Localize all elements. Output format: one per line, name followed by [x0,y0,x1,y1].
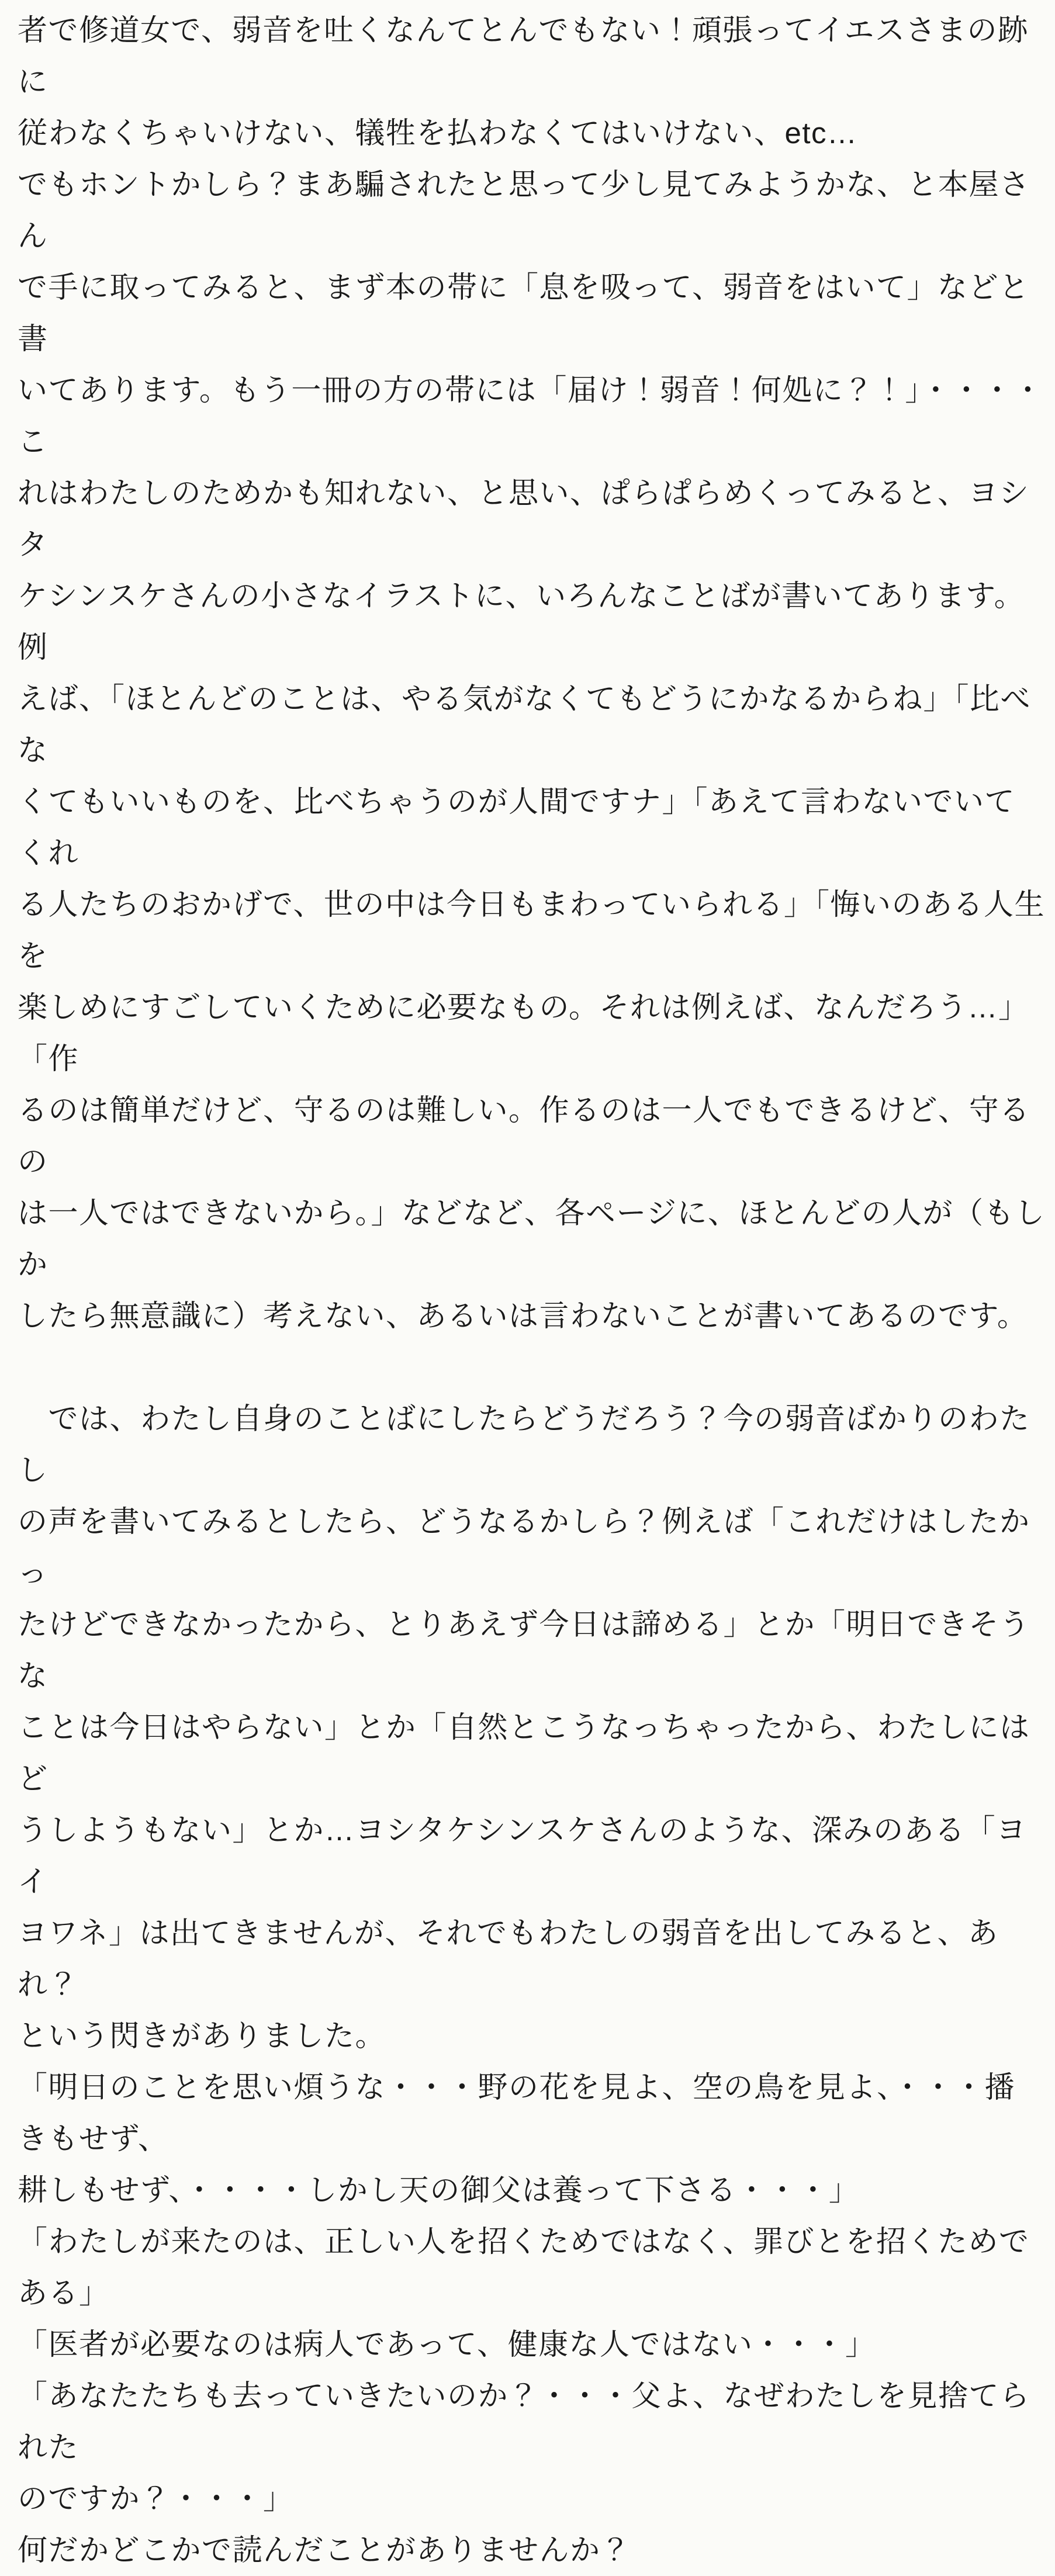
text-line: いてあります。もう一冊の方の帯には「届け！弱音！何処に？！」・・・・こ [18,373,1044,458]
text-line: る人たちのおかげで、世の中は今日もまわっていられる」「悔いのある人生を [18,888,1045,972]
text-line: の声を書いてみるとしたら、どうなるかしら？例えば「これだけはしたかっ [18,1505,1030,1590]
paragraph-1 [18,5,1046,1342]
text-line: うしようもない」とか…ヨシタケシンスケさんのような、深みのある「ヨイ [18,1813,1027,1898]
text-line: 楽しめにすごしていくために必要なもの。それは例えば、なんだろう…」「作 [18,991,1029,1075]
text-line: 者で修道女で、弱音を吐くなんてとんでもない！頑張ってイエスさまの跡に [18,13,1029,98]
text-line: 何だかどこかで読んだことがありませんか？ [18,2533,632,2567]
text-line: ヨワネ」は出てきませんが、それでもわたしの弱音を出してみると、あれ？ [18,1916,999,2001]
text-line: 「わたしが来たのは、正しい人を招くためではなく、罪びとを招くためである」 [18,2225,1030,2310]
paragraph-2 [18,1393,1046,2576]
text-line: ことは今日はやらない」とか「自然とこうなっちゃったから、わたしにはど [18,1711,1030,1795]
text-line: でもホントかしら？まあ騙されたと思って少し見てみようかな、と本屋さん [18,168,1030,252]
text-line: 「明日のことを思い煩うな・・・野の花を見よ、空の鳥を見よ、・・・播きもせず、 [18,2071,1016,2155]
text-line: くてもいいものを、比べちゃうのが人間ですナ」「あえて言わないでいてくれ [18,785,1016,870]
text-line: 従わなくちゃいけない、犠牲を払わなくてはいけない、etc… [18,116,858,150]
text-line: 耕しもせず、・・・・しかし天の御父は養って下さる・・・」 [18,2173,860,2207]
text-line: れはわたしのためかも知れない、と思い、ぱらぱらめくってみると、ヨシタ [18,476,1030,561]
text-line: のですか？・・・」 [18,2482,294,2515]
text-line: 「医者が必要なのは病人であって、健康な人ではない・・・」 [18,2328,876,2361]
text-line: で手に取ってみると、まず本の帯に「息を吸って、弱音をはいて」などと書 [18,271,1030,355]
text-line: たけどできなかったから、とりあえず今日は諦める」とか「明日できそうな [18,1608,1030,1692]
text-line: は一人ではできないから。」などなど、各ページに、ほとんどの人が（もしか [18,1196,1046,1281]
text-line: ケシンスケさんの小さなイラストに、いろんなことばが書いてあります。例 [18,579,1025,664]
text-line: るのは簡単だけど、守るのは難しい。作るのは一人でもできるけど、守るの [18,1093,1030,1178]
text-line: という閃きがありました。 [18,2019,386,2052]
text-line: 「あなたたちも去っていきたいのか？・・・父よ、なぜわたしを見捨てられた [18,2379,1030,2464]
text-line: えば、「ほとんどのことは、やる気がなくてもどうにかなるからね」「比べな [18,682,1032,767]
text-line: では、わたし自身のことばにしたらどうだろう？今の弱音ばかりのわたし [18,1402,1030,1487]
text-line: したら無意識に）考えない、あるいは言わないことが書いてあるのです。 [18,1299,1028,1332]
